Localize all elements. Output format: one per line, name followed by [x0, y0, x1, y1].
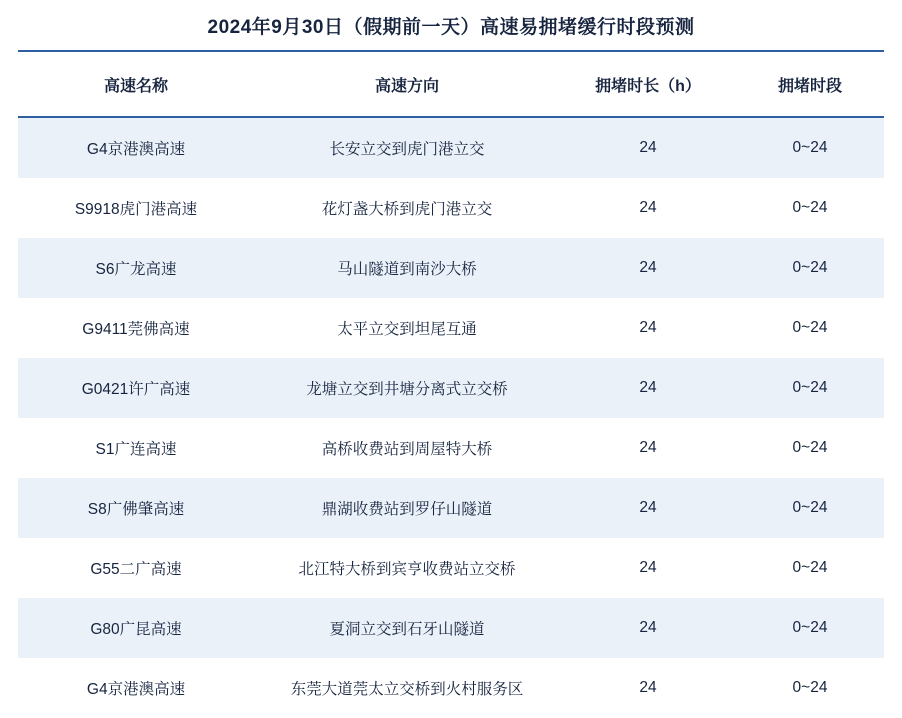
table-header: [18, 52, 884, 117]
cell-congestion-period: 0~24: [736, 238, 884, 298]
cell-congestion-duration: 24: [560, 538, 736, 598]
column-header-highway-name: 高速名称: [18, 52, 254, 117]
table-body: [18, 117, 884, 718]
cell-highway-direction: 鼎湖收费站到罗仔山隧道: [254, 478, 560, 538]
cell-highway-name: S6广龙高速: [18, 238, 254, 298]
congestion-forecast-table: [18, 52, 884, 718]
column-header-congestion-period: 拥堵时段: [736, 52, 884, 117]
cell-highway-name: G80广昆高速: [18, 598, 254, 658]
table-row: [18, 298, 884, 358]
table-row: [18, 478, 884, 538]
cell-congestion-duration: 24: [560, 418, 736, 478]
cell-highway-name: S1广连高速: [18, 418, 254, 478]
cell-highway-name: S8广佛肇高速: [18, 478, 254, 538]
column-header-congestion-duration: 拥堵时长（h）: [560, 52, 736, 117]
cell-highway-direction: 花灯盏大桥到虎门港立交: [254, 178, 560, 238]
cell-congestion-period: 0~24: [736, 298, 884, 358]
table-row: [18, 538, 884, 598]
cell-congestion-duration: 24: [560, 238, 736, 298]
cell-congestion-period: 0~24: [736, 598, 884, 658]
cell-highway-name: G55二广高速: [18, 538, 254, 598]
cell-congestion-duration: 24: [560, 178, 736, 238]
cell-highway-direction: 长安立交到虎门港立交: [254, 117, 560, 178]
cell-congestion-duration: 24: [560, 478, 736, 538]
cell-congestion-period: 0~24: [736, 117, 884, 178]
table-row: [18, 598, 884, 658]
cell-highway-direction: 龙塘立交到井塘分离式立交桥: [254, 358, 560, 418]
table-header-row: [18, 52, 884, 117]
cell-highway-direction: 马山隧道到南沙大桥: [254, 238, 560, 298]
page-title-bar: [18, 0, 884, 52]
table-row: [18, 658, 884, 718]
cell-congestion-period: 0~24: [736, 658, 884, 718]
cell-highway-direction: 北江特大桥到宾亨收费站立交桥: [254, 538, 560, 598]
cell-highway-name: G4京港澳高速: [18, 117, 254, 178]
cell-highway-name: G0421许广高速: [18, 358, 254, 418]
cell-highway-direction: 高桥收费站到周屋特大桥: [254, 418, 560, 478]
cell-highway-direction: 东莞大道莞太立交桥到火村服务区: [254, 658, 560, 718]
cell-highway-name: G4京港澳高速: [18, 658, 254, 718]
cell-congestion-duration: 24: [560, 298, 736, 358]
cell-congestion-duration: 24: [560, 598, 736, 658]
cell-congestion-period: 0~24: [736, 478, 884, 538]
cell-congestion-period: 0~24: [736, 418, 884, 478]
cell-highway-direction: 太平立交到坦尾互通: [254, 298, 560, 358]
cell-congestion-duration: 24: [560, 117, 736, 178]
cell-highway-direction: 夏洞立交到石牙山隧道: [254, 598, 560, 658]
cell-highway-name: G9411莞佛高速: [18, 298, 254, 358]
page-title: 2024年9月30日（假期前一天）高速易拥堵缓行时段预测: [207, 16, 695, 38]
table-row: [18, 238, 884, 298]
column-header-highway-direction: 高速方向: [254, 52, 560, 117]
table-row: [18, 418, 884, 478]
table-row: [18, 178, 884, 238]
cell-congestion-period: 0~24: [736, 538, 884, 598]
table-row: [18, 358, 884, 418]
cell-congestion-duration: 24: [560, 358, 736, 418]
cell-congestion-period: 0~24: [736, 178, 884, 238]
cell-congestion-period: 0~24: [736, 358, 884, 418]
table-row: [18, 117, 884, 178]
cell-highway-name: S9918虎门港高速: [18, 178, 254, 238]
cell-congestion-duration: 24: [560, 658, 736, 718]
